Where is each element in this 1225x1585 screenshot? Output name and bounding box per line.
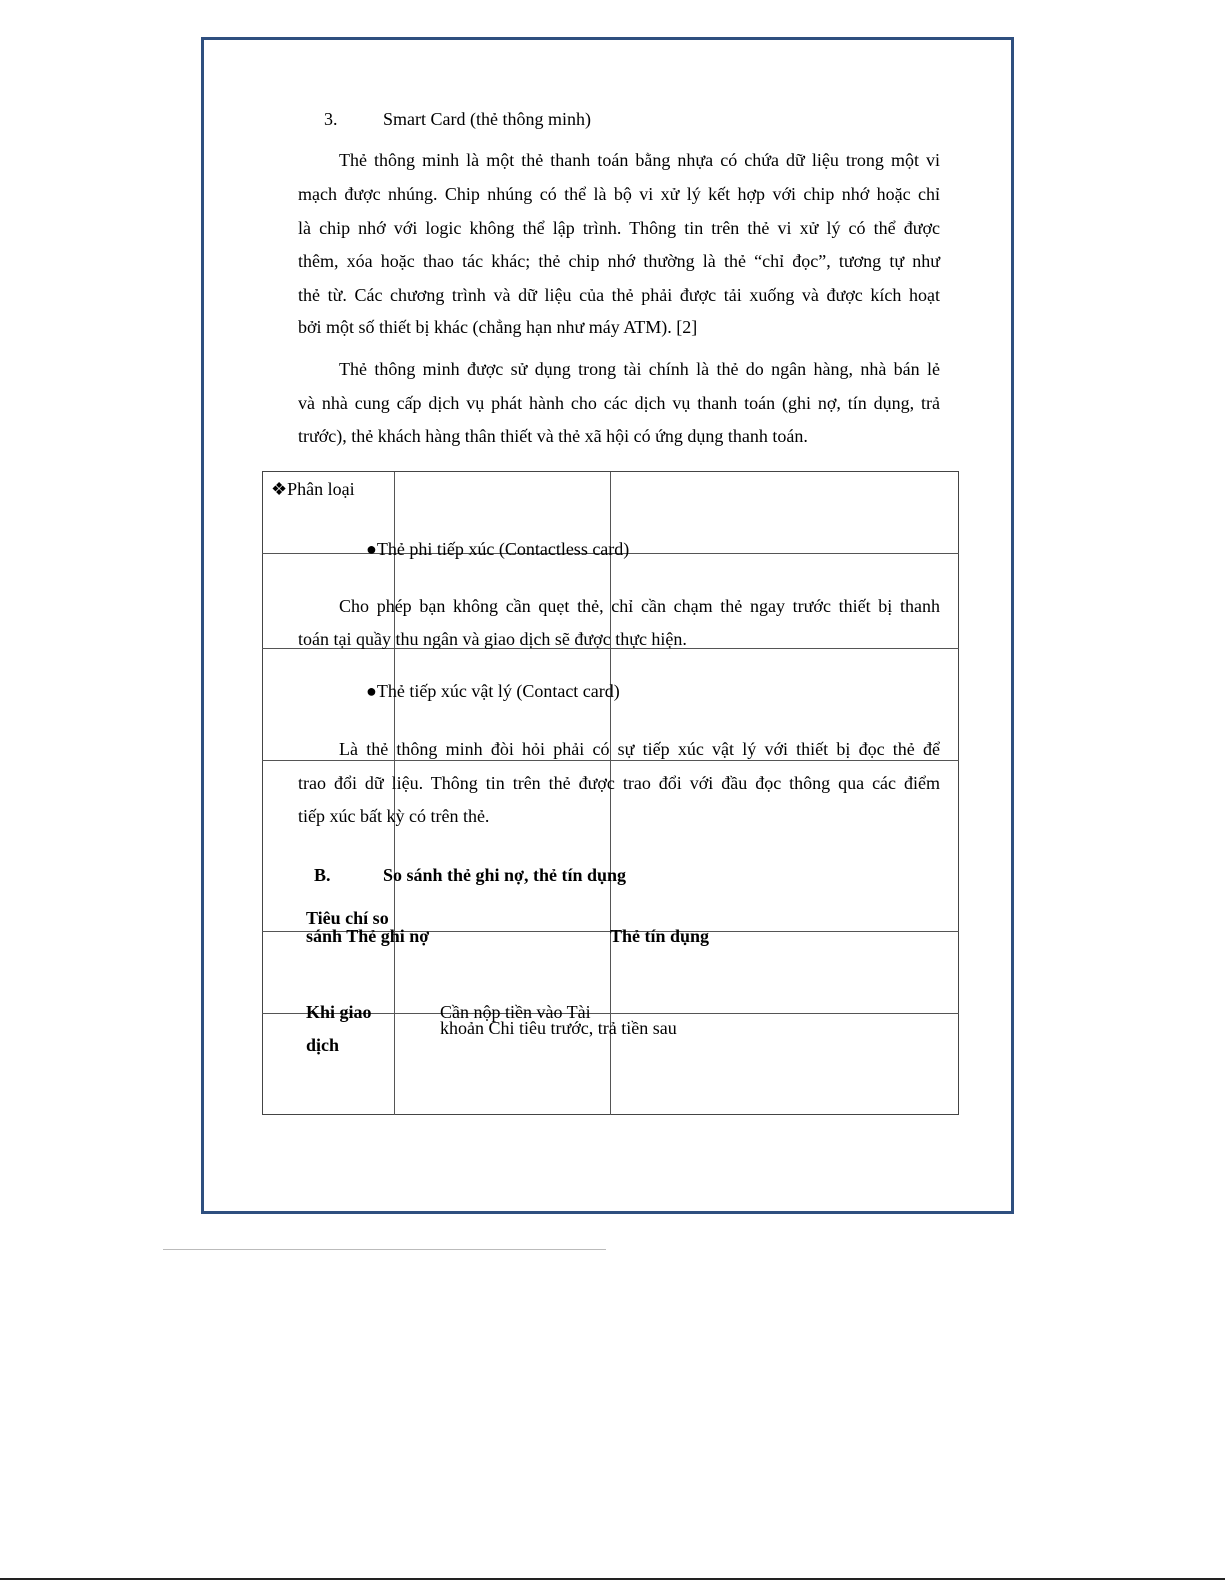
- para1-line: là chip nhớ với logic không thể lập trình. Thông tin trên thẻ vi xử lý có thể được: [298, 218, 940, 238]
- para2-line: và nhà cung cấp dịch vụ phát hành cho các dịch vụ thanh toán (ghi nợ, tín dụng, trả: [298, 393, 940, 413]
- para2-line: trước), thẻ khách hàng thân thiết và thẻ xã hội có ứng dụng thanh toán.: [298, 426, 808, 446]
- footnote-separator: [163, 1249, 606, 1250]
- contact-body-line: Là thẻ thông minh đòi hỏi phải có sự tiếp xúc vật lý với thiết bị đọc thẻ để: [339, 739, 940, 759]
- para1-line: thẻ từ. Các chương trình và dữ liệu của thẻ phải được tải xuống và được kích hoạt: [298, 285, 940, 305]
- table-row-divider: [262, 760, 959, 761]
- para1-line: mạch được nhúng. Chip nhúng có thể là bộ vi xử lý kết hợp với chip nhớ hoặc chỉ: [298, 184, 940, 204]
- row-label: dịch: [306, 1035, 340, 1055]
- contact-title: ●Thẻ tiếp xúc vật lý (Contact card): [366, 681, 620, 701]
- contactless-title: ●Thẻ phi tiếp xúc (Contactless card): [366, 539, 630, 559]
- contact-body-line: tiếp xúc bất kỳ có trên thẻ.: [298, 806, 490, 826]
- compare-header-col2: sánh Thẻ ghi nợ: [306, 926, 430, 946]
- para2-line: Thẻ thông minh được sử dụng trong tài chính là thẻ do ngân hàng, nhà bán lẻ: [339, 359, 940, 379]
- para1-line: thêm, xóa hoặc thao tác khác; thẻ chip nhớ thường là thẻ “chỉ đọc”, tương tự như: [298, 251, 940, 271]
- classification-heading: ❖Phân loại: [271, 479, 355, 499]
- compare-header-col1: Tiêu chí so: [306, 908, 389, 928]
- compare-header-col3: Thẻ tín dụng: [610, 926, 710, 946]
- para1-line: Thẻ thông minh là một thẻ thanh toán bằng nhựa có chứa dữ liệu trong một vi: [339, 150, 940, 170]
- section-number: 3.: [324, 109, 338, 129]
- row-cell-text: khoản Chi tiêu trước, trả tiền sau: [440, 1018, 677, 1038]
- contactless-body-line: toán tại quầy thu ngân và giao dịch sẽ được thực hiện.: [298, 629, 687, 649]
- row-cell-text: Cần nộp tiền vào Tài: [440, 1002, 591, 1022]
- contact-body-line: trao đổi dữ liệu. Thông tin trên thẻ được trao đổi với đầu đọc thông qua các điểm: [298, 773, 940, 793]
- section-title: Smart Card (thẻ thông minh): [383, 109, 591, 129]
- table-col-divider: [394, 472, 395, 1115]
- para1-line: bởi một số thiết bị khác (chẳng hạn như máy ATM). [2]: [298, 317, 698, 337]
- sectionB-title: So sánh thẻ ghi nợ, thẻ tín dụng: [383, 865, 627, 885]
- row-label: Khi giao: [306, 1002, 372, 1022]
- contactless-body-line: Cho phép bạn không cần quẹt thẻ, chỉ cần chạm thẻ ngay trước thiết bị thanh: [339, 596, 940, 616]
- sectionB-number: B.: [314, 865, 331, 885]
- page-bottom-edge: [0, 1578, 1225, 1580]
